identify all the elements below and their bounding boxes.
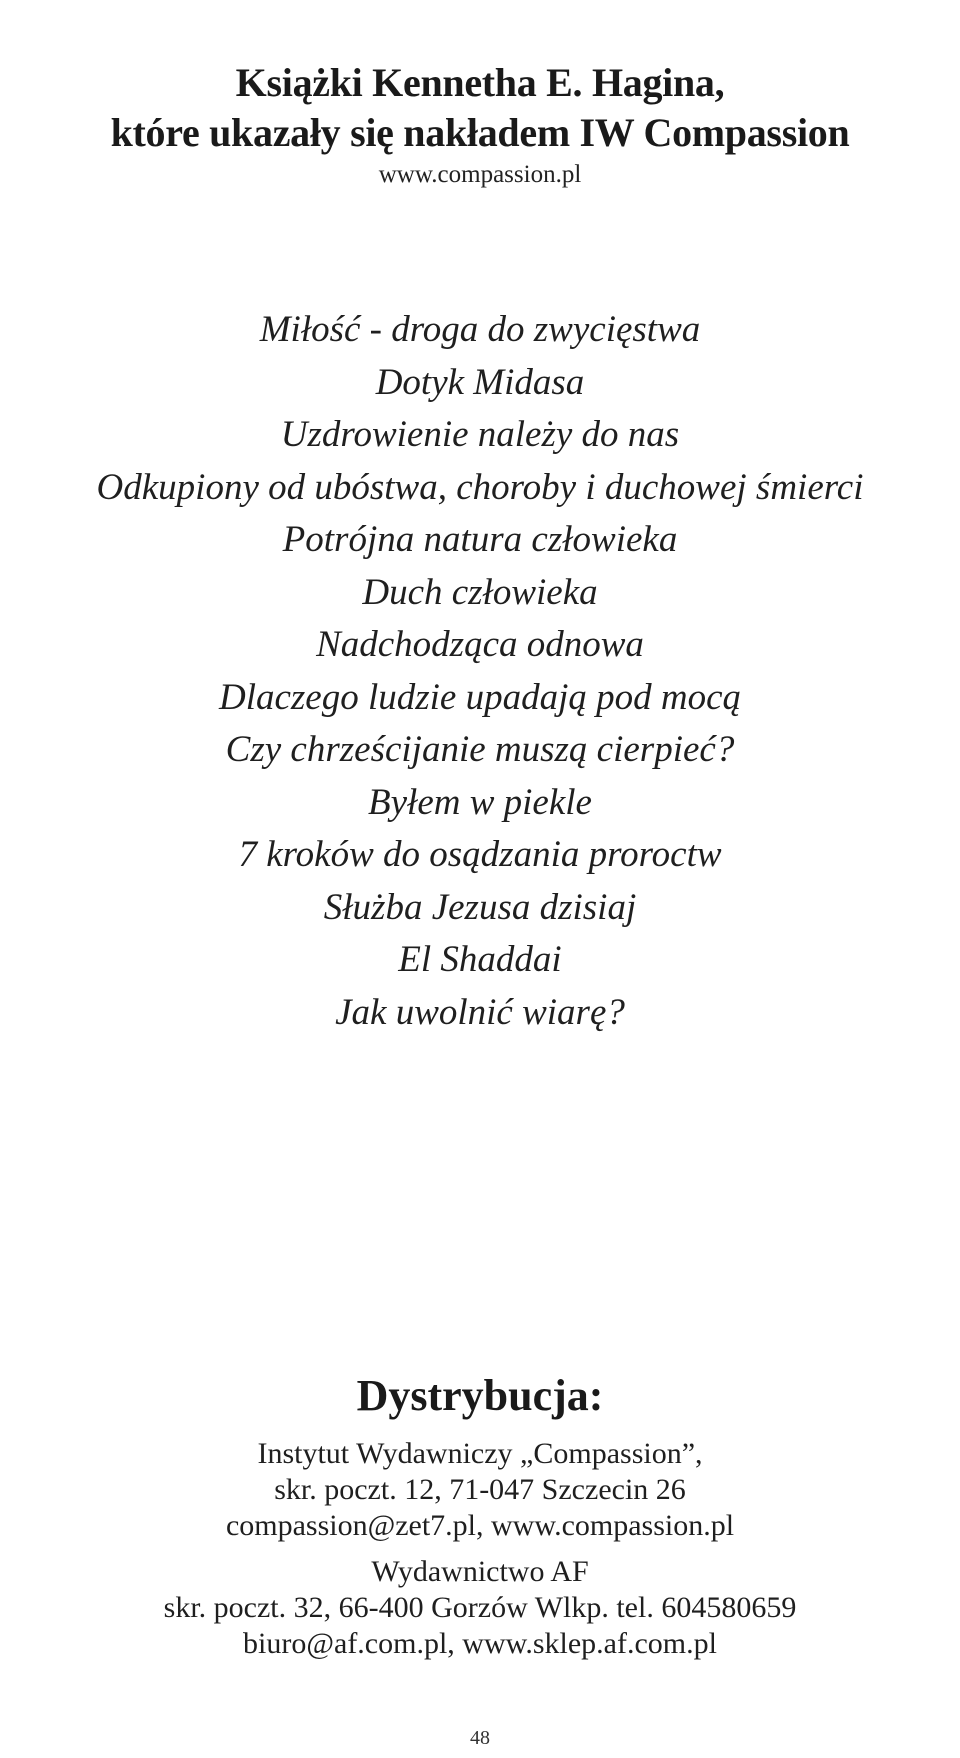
distribution-section [0, 1368, 960, 1662]
distribution-heading: Dystrybucja: [356, 1371, 604, 1420]
publisher-address: skr. poczt. 32, 66-400 Gorzów Wlkp. tel. 604580659 [163, 1591, 797, 1624]
book-title: Czy chrześcijanie muszą cierpieć? [225, 729, 735, 770]
book-title: Odkupiony od ubóstwa, choroby i duchowej śmierci [96, 466, 864, 508]
book-title: Miłość - droga do zwycięstwa [259, 309, 701, 350]
heading-line-2: które ukazały się nakładem IW Compassion [110, 110, 850, 155]
publisher-compassion [0, 1436, 960, 1544]
book-title: Jak uwolnić wiarę? [335, 991, 625, 1033]
heading-line-1: Książki Kennetha E. Hagina, [235, 60, 725, 105]
heading-url: www.compassion.pl [378, 161, 582, 188]
book-title: El Shaddai [398, 939, 562, 980]
book-title: Dotyk Midasa [375, 361, 585, 403]
book-title: Byłem w piekle [368, 781, 592, 823]
publisher-name: Wydawnictwo AF [371, 1555, 589, 1588]
publisher-af [0, 1554, 960, 1662]
page-heading [0, 58, 960, 190]
page-number: 48 [470, 1727, 490, 1749]
book-title: 7 kroków do osądzania proroctw [238, 834, 722, 875]
book-title: Uzdrowienie należy do nas [280, 414, 680, 455]
book-title: Potrójna natura człowieka [282, 519, 678, 560]
book-title: Duch człowieka [362, 571, 598, 613]
publisher-name: Instytut Wydawniczy „Compassion”, [257, 1437, 703, 1470]
book-title: Służba Jezusa dzisiaj [323, 886, 637, 928]
publisher-contact: compassion@zet7.pl, www.compassion.pl [225, 1509, 735, 1542]
book-list [0, 304, 960, 1039]
book-title: Dlaczego ludzie upadają pod mocą [218, 676, 742, 718]
publisher-address: skr. poczt. 12, 71-047 Szczecin 26 [274, 1473, 686, 1506]
publisher-contact: biuro@af.com.pl, www.sklep.af.com.pl [243, 1627, 717, 1660]
book-title: Nadchodząca odnowa [316, 624, 644, 665]
